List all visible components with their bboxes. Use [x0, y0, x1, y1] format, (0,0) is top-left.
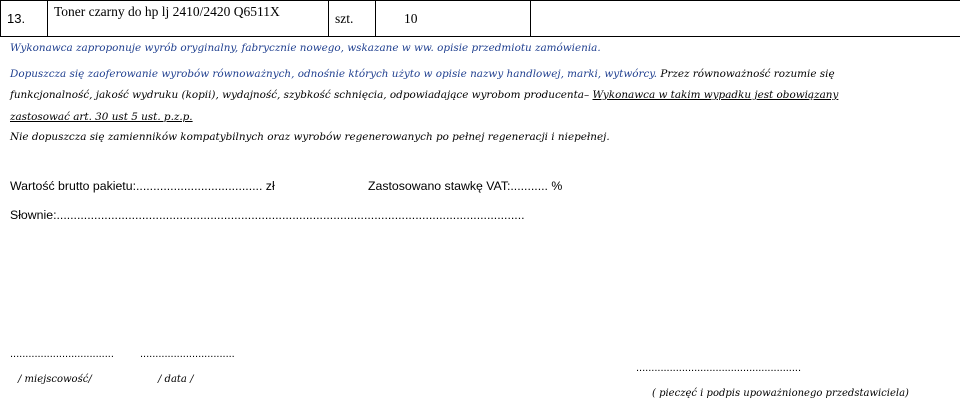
paragraph-functionality — [10, 89, 838, 101]
paragraph-equivalent-allowed-text: Dopuszcza się zaoferowanie wyrobów równoważnych, odnośnie których użyto w opisie nazwy handlowej, marki, wytwórcy. — [10, 68, 658, 80]
paragraph-functionality-text: funkcjonalność, jakość wydruku (kopii), wydajność, szybkość schnięcia, odpowiadające wyrobom producenta– — [10, 89, 593, 101]
row-number: 13. — [1, 1, 48, 37]
place-signature-line: .................................. — [10, 348, 114, 360]
paragraph-article-reference: zastosować art. 30 ust 5 ust. p.z.p. — [10, 111, 193, 123]
stamp-signature-line: ...................................................... — [636, 362, 802, 374]
empty-cell — [531, 1, 960, 37]
paragraph-equivalence-definition: Przez równoważność rozumie się — [657, 68, 835, 80]
paragraph-obligation-underlined: Wykonawca w takim wypadku jest obowiązany — [592, 89, 839, 101]
product-table — [0, 0, 960, 37]
gross-value-field: Wartość brutto pakietu:..................................... zł — [10, 179, 275, 193]
quantity-cell: 10 — [376, 1, 531, 37]
stamp-signature-label: ( pieczęć i podpis upoważnionego przedstawiciela) — [652, 388, 909, 399]
paragraph-equivalent-allowed — [10, 68, 835, 80]
date-signature-line: ............................... — [140, 348, 235, 360]
product-name — [48, 1, 329, 37]
product-name-text: Toner czarny do hp lj 2410/2420 Q6511X — [54, 4, 280, 19]
vat-rate-field: Zastosowano stawkę VAT:........... % — [368, 179, 563, 193]
amount-in-words-field: Słownie:......................................................................................................................................... — [10, 208, 525, 222]
paragraph-no-substitutes: Nie dopuszcza się zamienników kompatybilnych oraz wyrobów regenerowanych po pełnej regeneracji i niepełnej. — [10, 131, 610, 143]
table-row — [1, 1, 960, 37]
paragraph-original-product: Wykonawca zaproponuje wyrób oryginalny, fabrycznie nowego, wskazane w ww. opisie przedmiotu zamówienia. — [10, 42, 601, 54]
date-label: / data / — [158, 374, 194, 385]
place-label: / miejscowość/ — [18, 374, 92, 385]
unit-cell: szt. — [329, 1, 376, 37]
